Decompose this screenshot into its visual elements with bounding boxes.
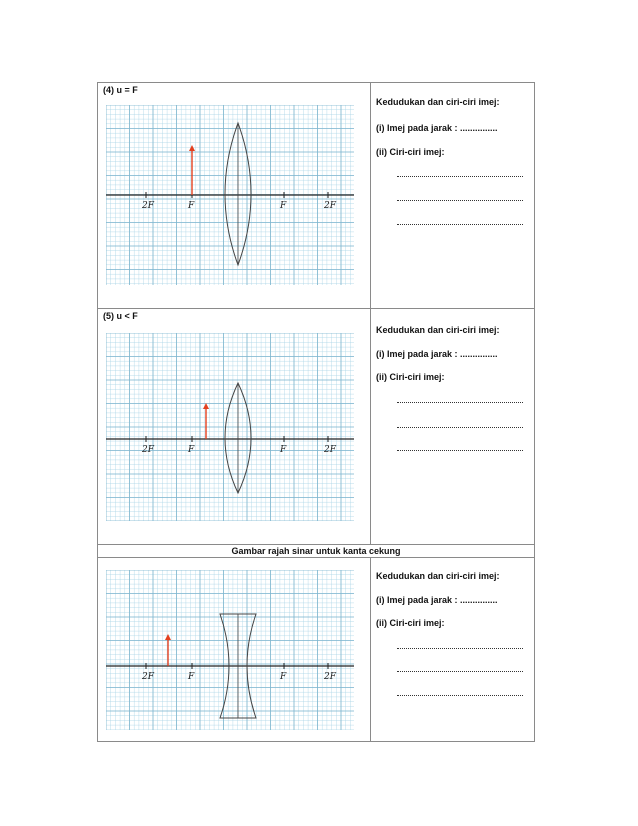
focal-label: 2F <box>142 201 154 211</box>
answer-line <box>397 200 523 201</box>
answer-q2: (ii) Ciri-ciri imej: <box>376 147 445 157</box>
ray-diagram-convex-2 <box>106 333 354 521</box>
answer-line <box>397 671 523 672</box>
answer-title: Kedudukan dan ciri-ciri imej: <box>376 97 500 107</box>
graph-paper <box>106 570 354 730</box>
row-u-equals-f <box>98 83 534 309</box>
focal-label: 2F <box>324 201 336 211</box>
graph-paper <box>106 105 354 285</box>
focal-label: 2F <box>324 672 336 682</box>
object-arrow-head <box>189 145 195 151</box>
answer-q1: (i) Imej pada jarak : ............... <box>376 595 498 605</box>
focal-label: 2F <box>324 445 336 455</box>
answer-q1: (i) Imej pada jarak : ............... <box>376 123 498 133</box>
focal-label: F <box>188 672 195 682</box>
answer-line <box>397 402 523 403</box>
focal-label: F <box>280 445 287 455</box>
answer-q1: (i) Imej pada jarak : ............... <box>376 349 498 359</box>
diagram-cell <box>98 309 371 544</box>
answer-cell <box>371 309 534 544</box>
focal-label: F <box>188 201 195 211</box>
answer-line <box>397 176 523 177</box>
section-label: (4) u = F <box>103 85 138 95</box>
section-heading: Gambar rajah sinar untuk kanta cekung <box>98 545 534 558</box>
answer-line <box>397 427 523 428</box>
diagram-cell <box>98 83 371 308</box>
section-label: (5) u < F <box>103 311 138 321</box>
object-arrow-head <box>165 634 171 640</box>
row-concave-lens <box>98 545 534 741</box>
answer-line <box>397 695 523 696</box>
answer-line <box>397 224 523 225</box>
answer-cell <box>371 558 534 741</box>
focal-label: 2F <box>142 672 154 682</box>
ray-diagram-convex-1 <box>106 105 354 285</box>
answer-cell <box>371 83 534 308</box>
answer-title: Kedudukan dan ciri-ciri imej: <box>376 571 500 581</box>
focal-label: F <box>280 672 287 682</box>
diagram-cell <box>98 558 371 741</box>
answer-line <box>397 450 523 451</box>
ray-diagram-concave <box>106 570 354 730</box>
answer-q2: (ii) Ciri-ciri imej: <box>376 372 445 382</box>
answer-title: Kedudukan dan ciri-ciri imej: <box>376 325 500 335</box>
worksheet-table <box>97 82 535 742</box>
focal-label: 2F <box>142 445 154 455</box>
answer-line <box>397 648 523 649</box>
row-u-less-than-f <box>98 309 534 545</box>
focal-label: F <box>188 445 195 455</box>
graph-paper <box>106 333 354 521</box>
answer-q2: (ii) Ciri-ciri imej: <box>376 618 445 628</box>
focal-label: F <box>280 201 287 211</box>
